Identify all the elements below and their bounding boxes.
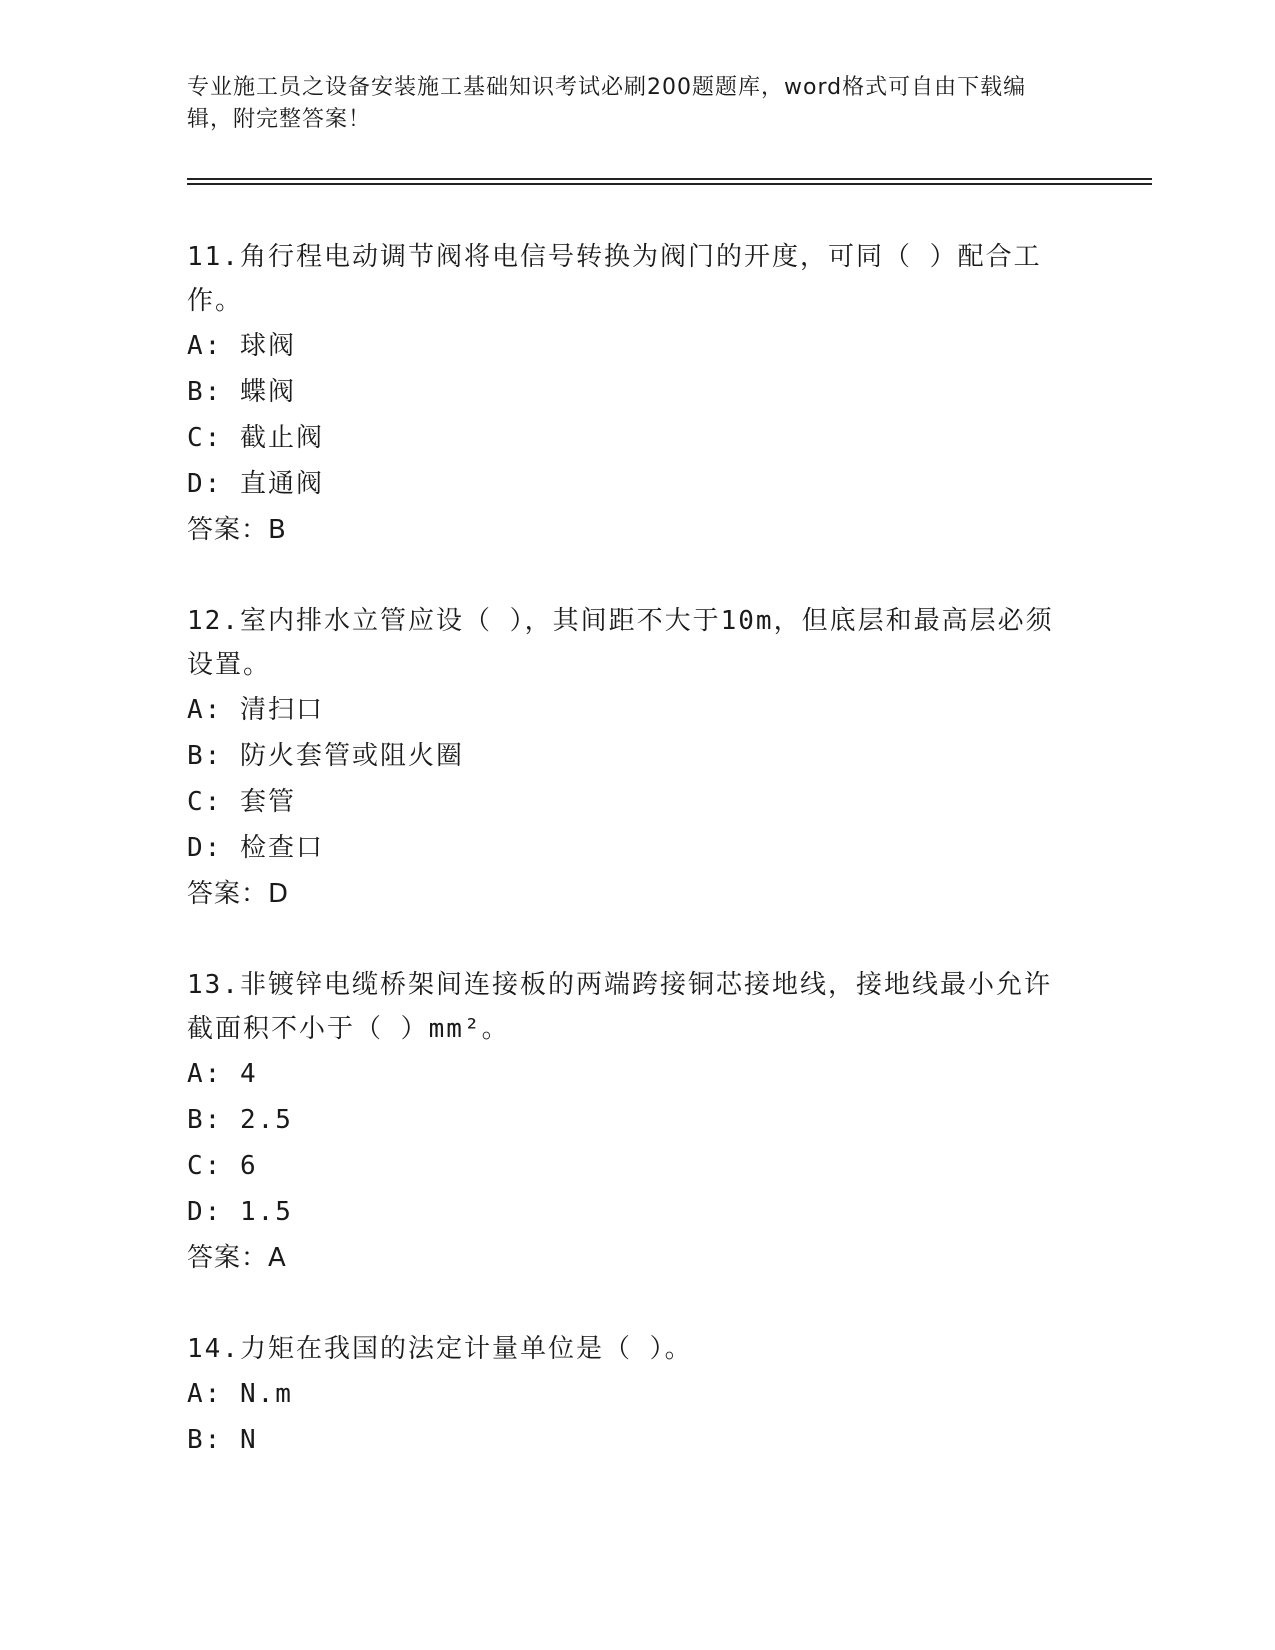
option-c: C: 套管 bbox=[187, 787, 296, 817]
option-d: D: 1.5 bbox=[187, 1197, 293, 1227]
answer-line: 答案：A bbox=[187, 1243, 287, 1273]
question-stem: 12.室内排水立管应设（ ），其间距不大于10m，但底层和最高层必须设置。 bbox=[187, 606, 1054, 680]
option-a: A: 球阀 bbox=[187, 331, 296, 361]
answer-line: 答案：B bbox=[187, 515, 287, 545]
option-a: A: N.m bbox=[187, 1379, 293, 1409]
question-stem: 13.非镀锌电缆桥架间连接板的两端跨接铜芯接地线，接地线最小允许截面积不小于（ ）mm²。 bbox=[187, 970, 1052, 1044]
option-b: B: 蝶阀 bbox=[187, 377, 296, 407]
option-b: B: N bbox=[187, 1425, 258, 1455]
question-11 bbox=[187, 235, 1087, 553]
header-divider-bottom bbox=[187, 183, 1152, 185]
question-12 bbox=[187, 599, 1087, 917]
question-stem: 14.力矩在我国的法定计量单位是（ ）。 bbox=[187, 1334, 693, 1364]
header-divider-top bbox=[187, 178, 1152, 180]
option-d: D: 直通阀 bbox=[187, 469, 324, 499]
option-b: B: 防火套管或阻火圈 bbox=[187, 741, 464, 771]
answer-line: 答案：D bbox=[187, 879, 290, 909]
option-c: C: 截止阀 bbox=[187, 423, 324, 453]
option-a: A: 4 bbox=[187, 1059, 258, 1089]
question-stem: 11.角行程电动调节阀将电信号转换为阀门的开度，可同（ ）配合工作。 bbox=[187, 242, 1042, 316]
question-13 bbox=[187, 963, 1087, 1281]
document-header: 专业施工员之设备安装施工基础知识考试必刷200题题库，word格式可自由下载编辑，附完整答案！ bbox=[187, 75, 1027, 132]
option-d: D: 检查口 bbox=[187, 833, 324, 863]
option-c: C: 6 bbox=[187, 1151, 258, 1181]
option-b: B: 2.5 bbox=[187, 1105, 293, 1135]
option-a: A: 清扫口 bbox=[187, 695, 324, 725]
question-14 bbox=[187, 1327, 1087, 1463]
